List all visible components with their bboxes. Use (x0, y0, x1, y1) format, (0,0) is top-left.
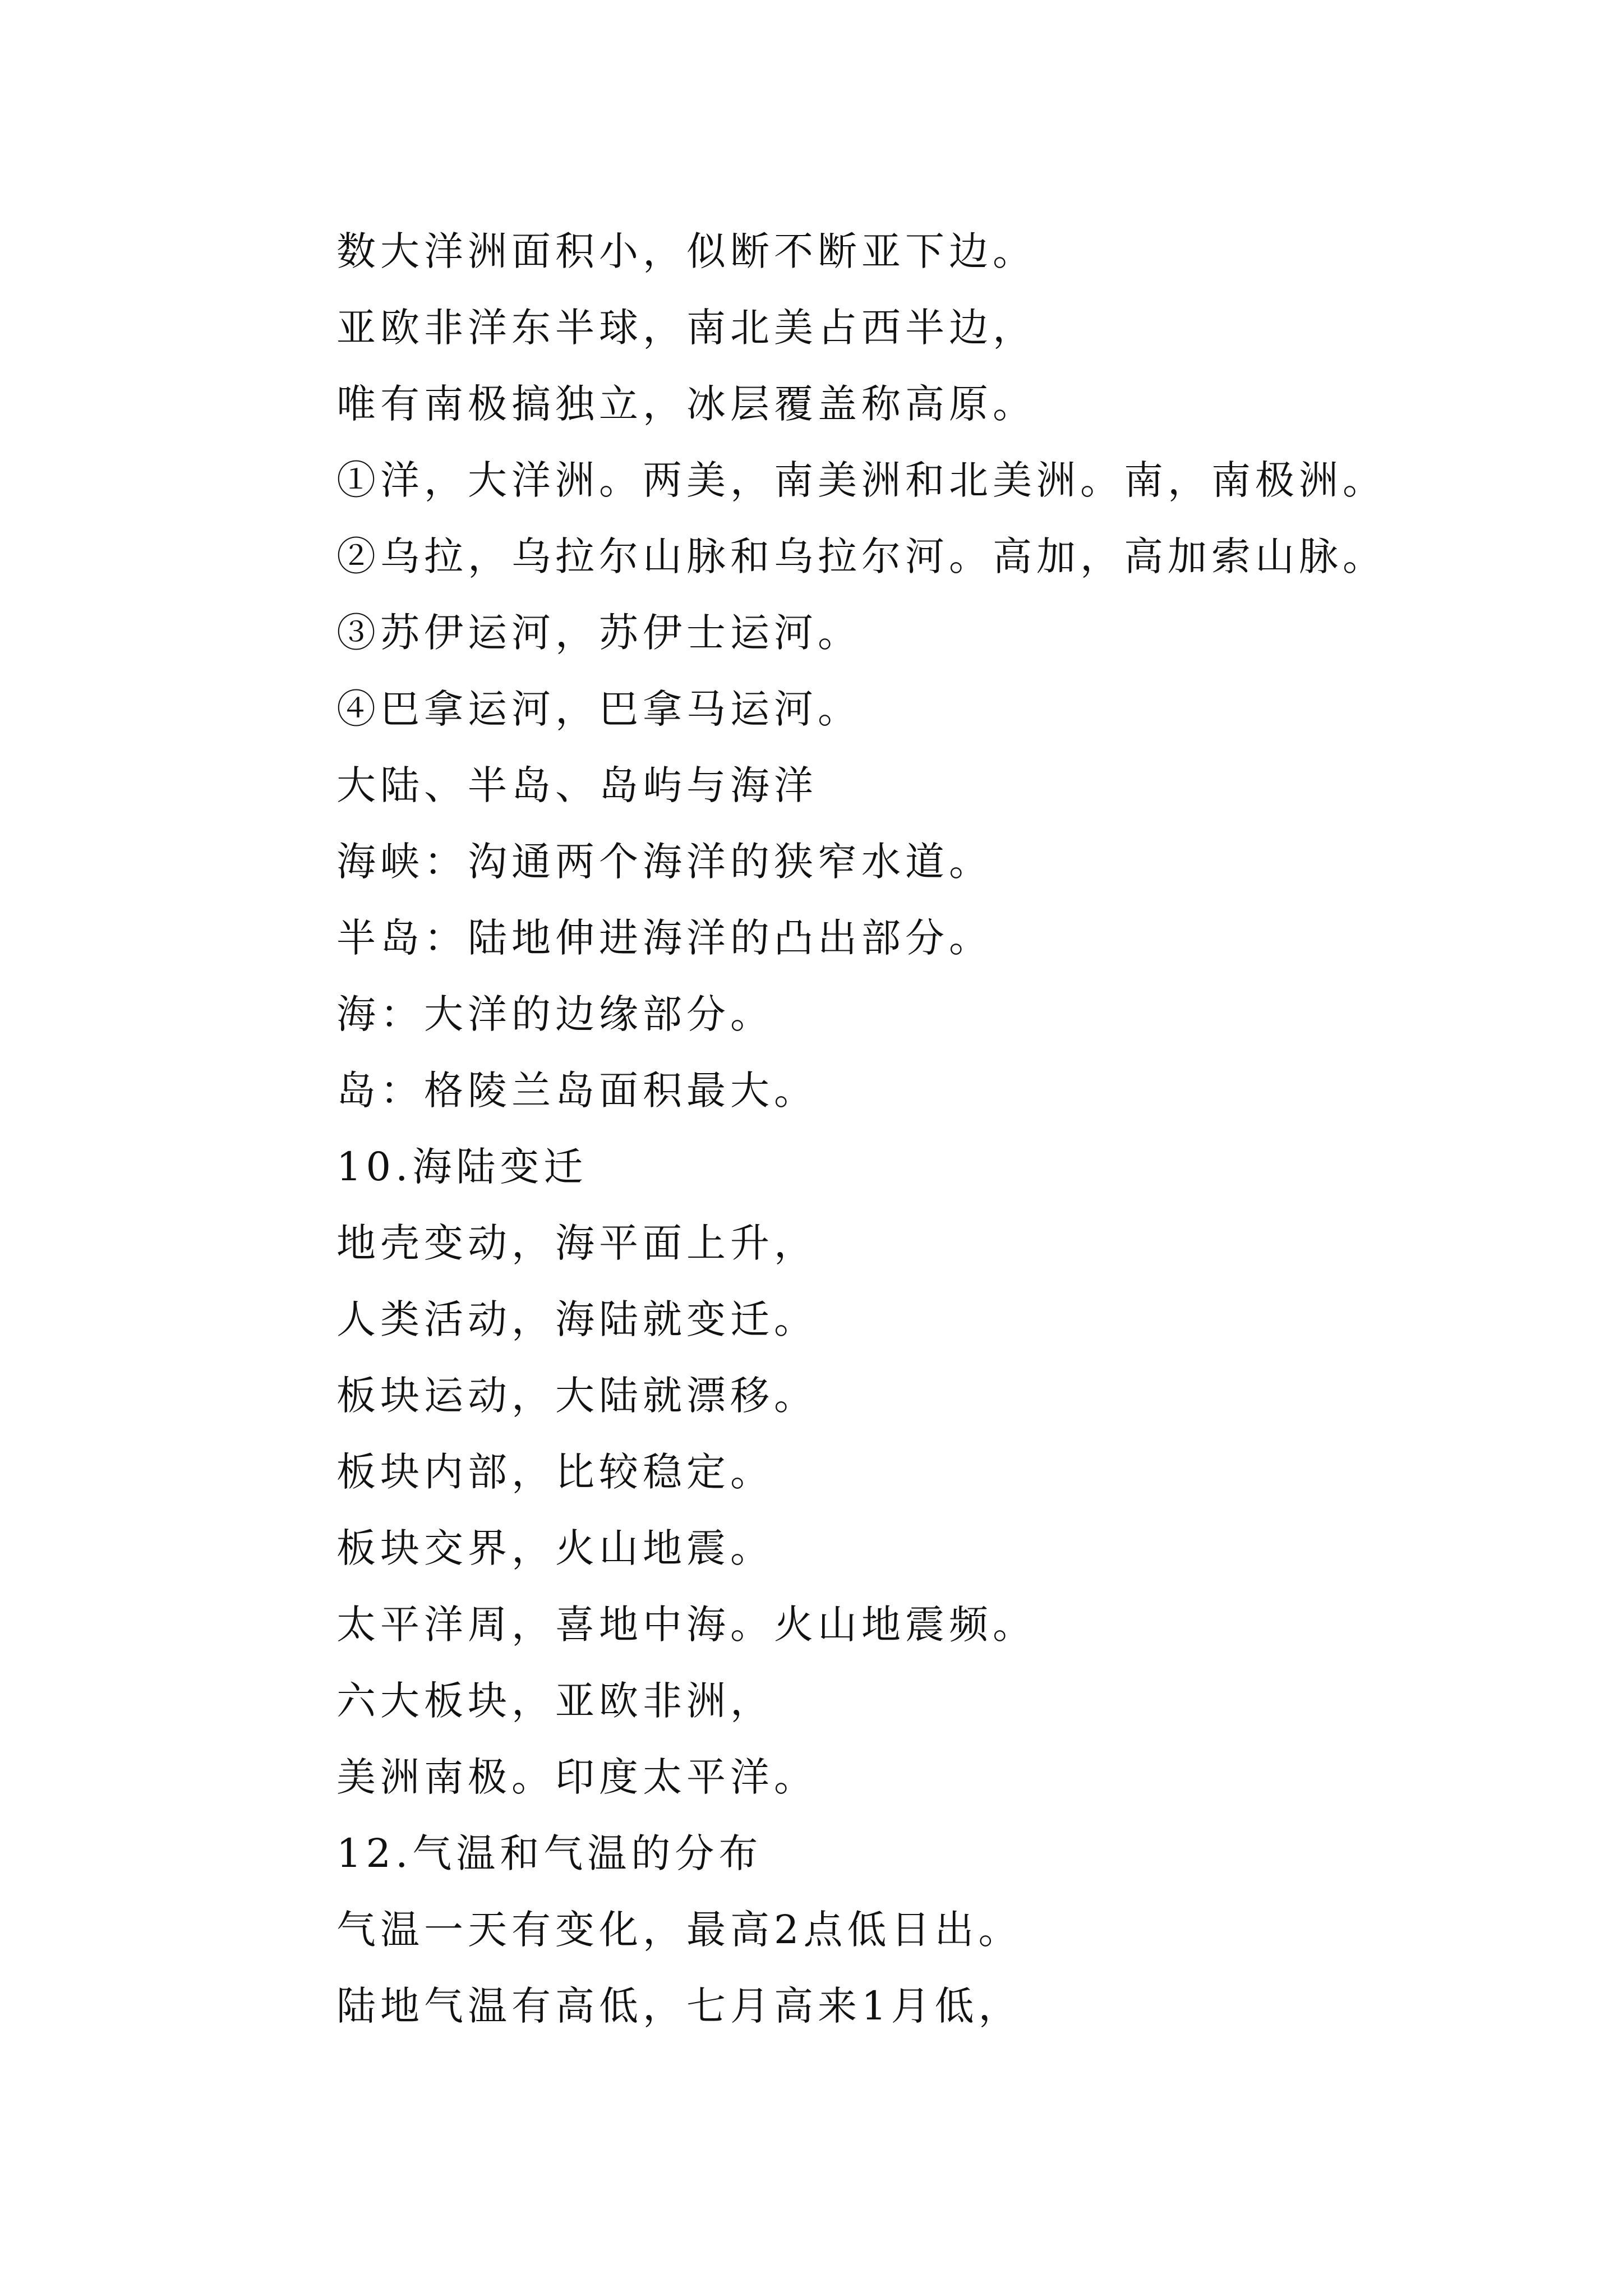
section-heading: 12.气温和气温的分布 (336, 1830, 763, 1876)
section-heading: 10.海陆变迁 (336, 1144, 588, 1190)
text-line: 板块内部，比较稳定。 (336, 1449, 774, 1495)
text-line: 气温一天有变化，最高2点低日出。 (336, 1907, 1022, 1953)
section-heading: 大陆、半岛、岛屿与海洋 (336, 762, 818, 808)
text-line: 人类活动，海陆就变迁。 (336, 1296, 818, 1342)
text-line: 板块运动，大陆就漂移。 (336, 1373, 818, 1419)
text-line: 半岛：陆地伸进海洋的凸出部分。 (336, 915, 993, 961)
text-line: 亚欧非洋东半球，南北美占西半边， (336, 305, 1036, 351)
text-line: 数大洋洲面积小，似断不断亚下边。 (336, 228, 1036, 274)
text-line: ②乌拉，乌拉尔山脉和乌拉尔河。高加，高加索山脉。 (336, 533, 1386, 579)
text-line: 板块交界，火山地震。 (336, 1525, 774, 1571)
text-line: ①洋，大洋洲。两美，南美洲和北美洲。南，南极洲。 (336, 457, 1386, 503)
text-line: 美洲南极。印度太平洋。 (336, 1754, 818, 1800)
text-line: 陆地气温有高低，七月高来1月低， (336, 1983, 1022, 2029)
text-line: 唯有南极搞独立，冰层覆盖称高原。 (336, 381, 1036, 427)
text-line: ③苏伊运河，苏伊士运河。 (336, 610, 861, 656)
text-line: 地壳变动，海平面上升， (336, 1220, 818, 1266)
text-line: 六大板块，亚欧非洲， (336, 1678, 774, 1724)
text-line: 岛：格陵兰岛面积最大。 (336, 1068, 818, 1114)
text-line: 太平洋周，喜地中海。火山地震频。 (336, 1602, 1036, 1648)
text-line: ④巴拿运河，巴拿马运河。 (336, 686, 861, 732)
text-line: 海峡：沟通两个海洋的狭窄水道。 (336, 839, 993, 885)
document-body (336, 213, 1514, 2044)
text-line: 海：大洋的边缘部分。 (336, 991, 774, 1037)
